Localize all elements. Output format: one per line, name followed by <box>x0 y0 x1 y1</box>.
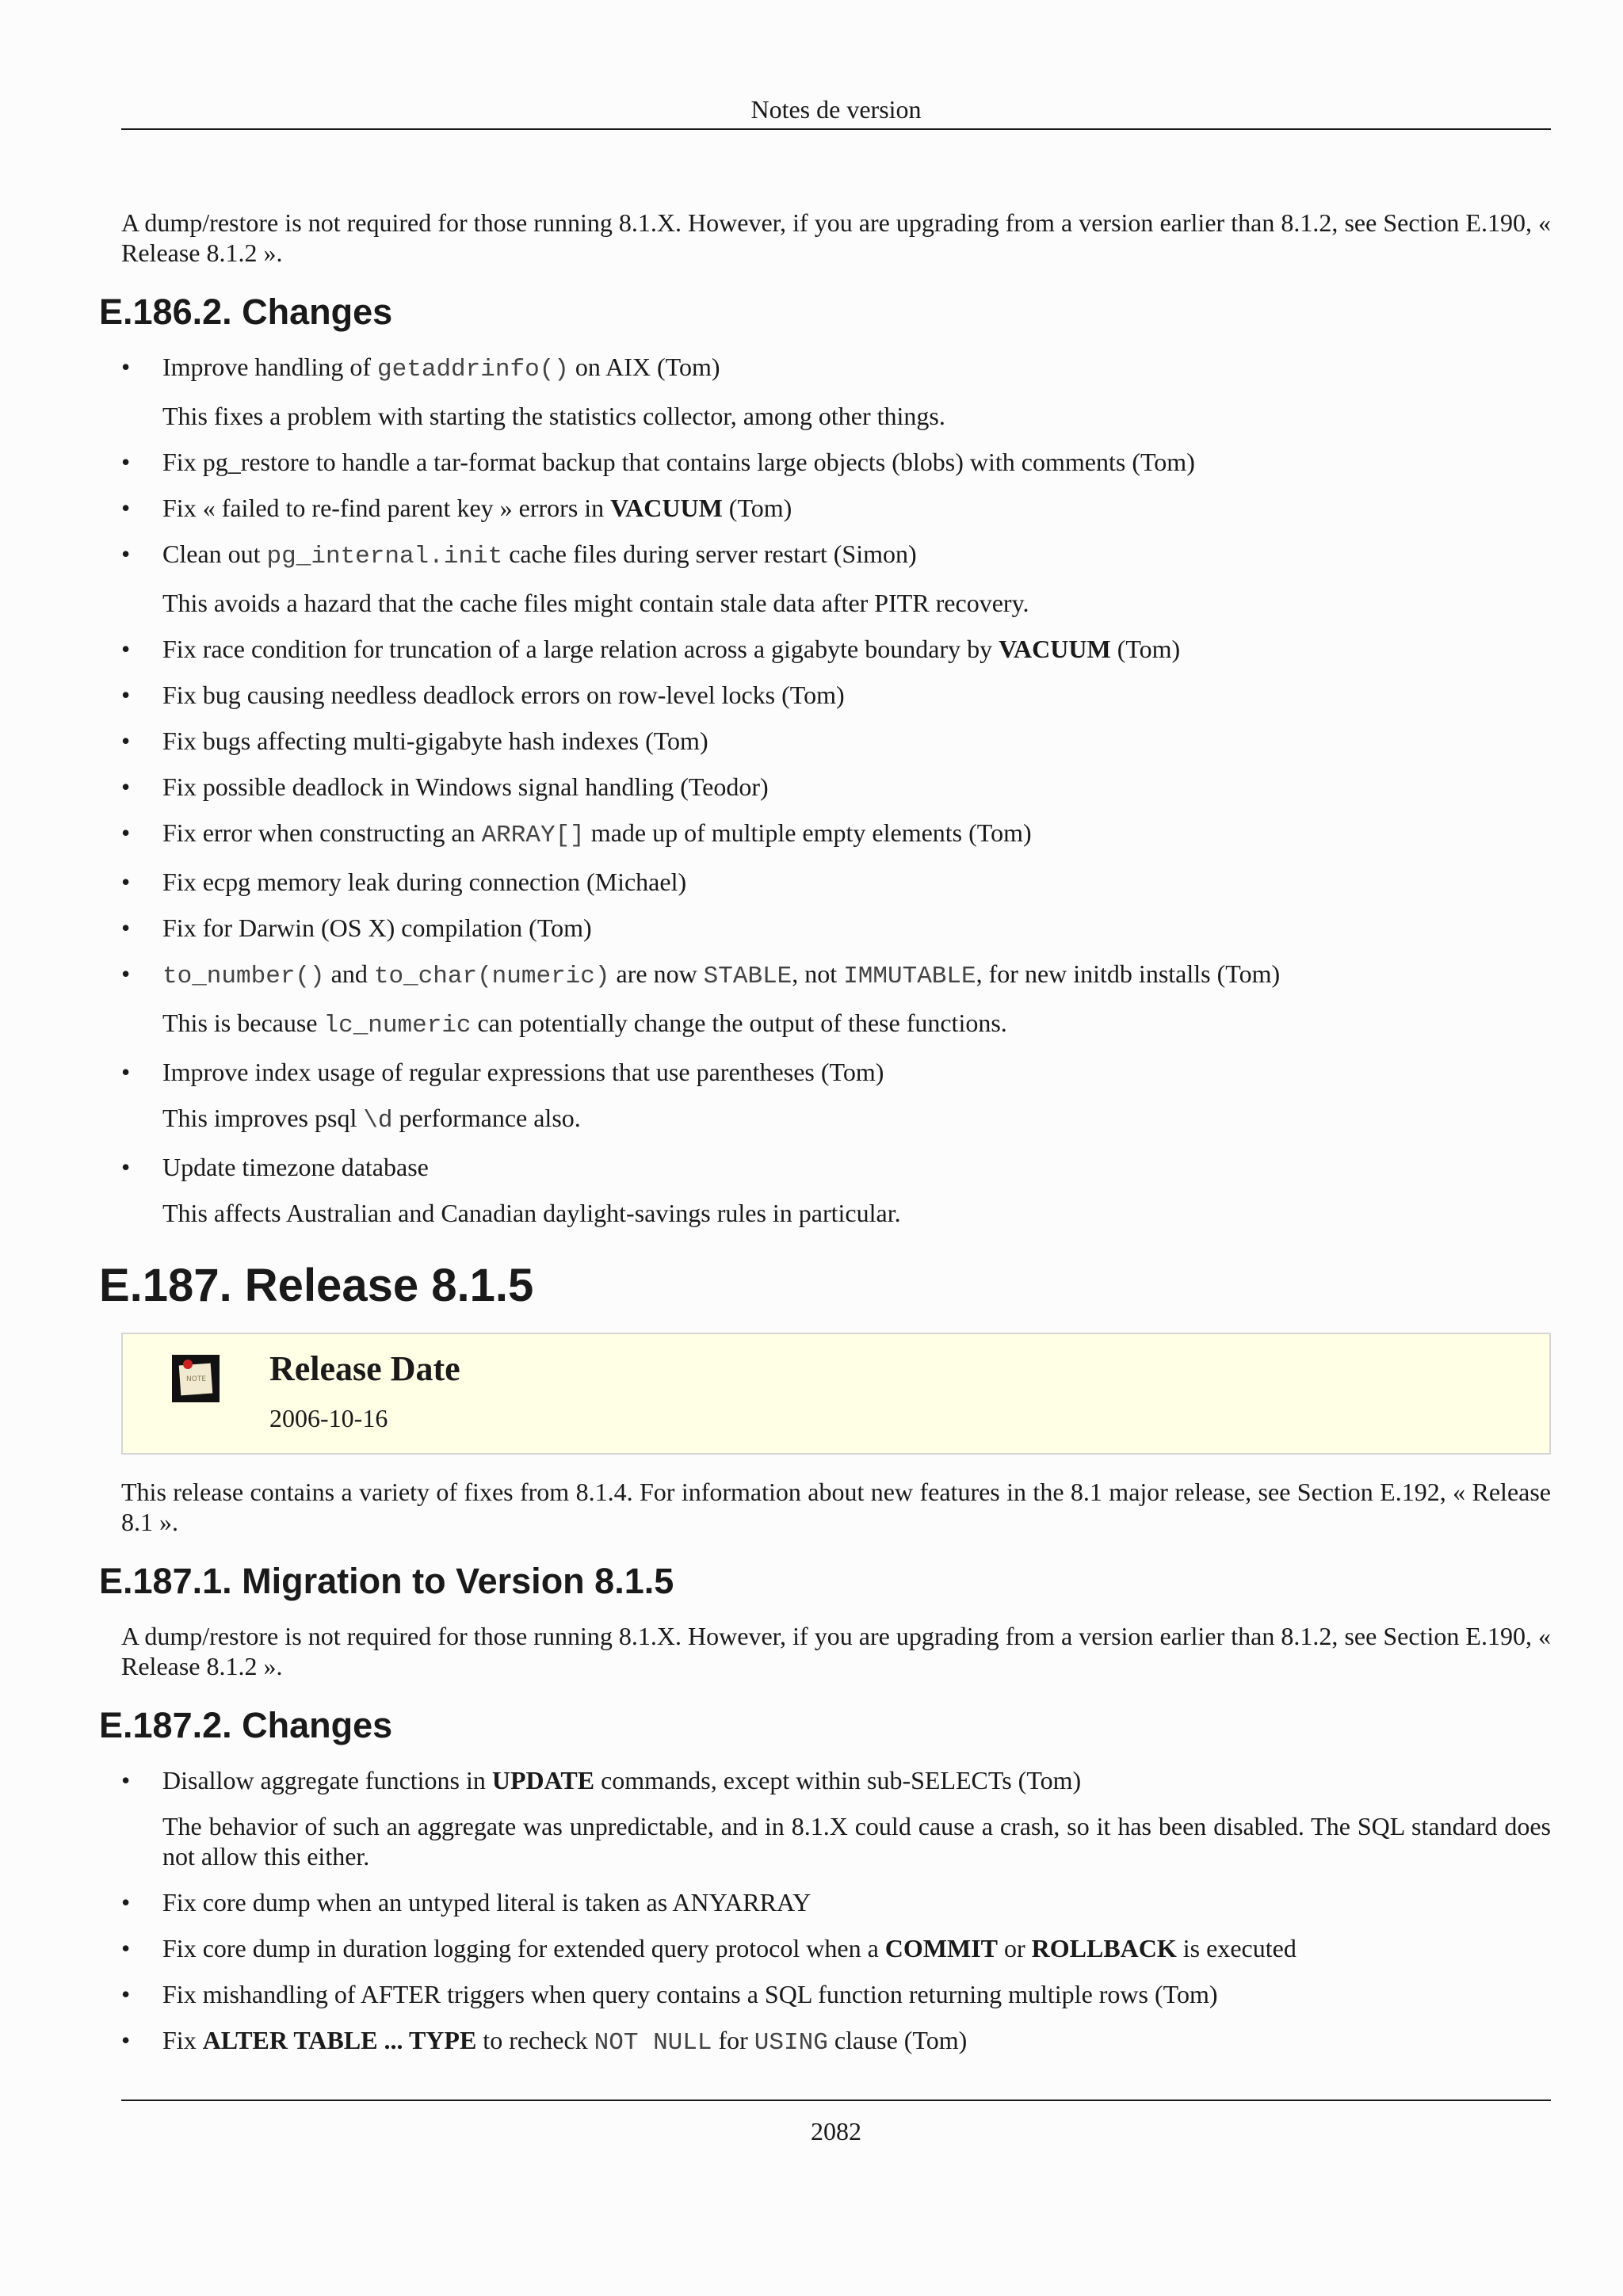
list-item: • Fix for Darwin (OS X) compilation (Tom) <box>121 913 1551 943</box>
list-item: • Fix error when constructing an ARRAY[] made up of multiple empty elements (Tom) <box>121 818 1551 851</box>
page-body <box>99 208 1551 2074</box>
code-span: to_number() <box>162 963 325 990</box>
release-intro: This release contains a variety of fixes from 8.1.4. For information about new features in the 8.1 major release, see Section E.192, « Release 8.1 ». <box>121 1478 1551 1536</box>
code-span: pg_internal.init <box>266 543 503 570</box>
item-note: This affects Australian and Canadian daylight-savings rules in particular. <box>162 1199 901 1227</box>
command-name: VACUUM <box>999 635 1111 663</box>
list-item: • Disallow aggregate functions in UPDATE commands, except within sub-SELECTs (Tom) The behavior of such an aggregate was unpredictable, and in 8.1.X could cause a crash, so it has been disabled. The SQL standard does not allow this either. <box>121 1765 1551 1871</box>
command-name: UPDATE <box>491 1766 595 1794</box>
code-span: ARRAY[] <box>481 822 585 849</box>
release-date-note <box>121 1333 1551 1455</box>
command-name: COMMIT <box>884 1934 998 1962</box>
item-note: The behavior of such an aggregate was unpredictable, and in 8.1.X could cause a crash, so it has been disabled. The SQL standard does not allow this either. <box>162 1812 1551 1871</box>
header-rule <box>121 128 1551 130</box>
list-item: • Fix pg_restore to handle a tar-format backup that contains large objects (blobs) with comments (Tom) <box>121 447 1551 477</box>
list-item: • to_number() and to_char(numeric) are now STABLE, not IMMUTABLE, for new initdb installs (Tom) This is because lc_numeric can potentially change the output of these functions. <box>121 959 1551 1041</box>
changes-list-e186-2 <box>121 352 1551 1228</box>
page-number: 2082 <box>811 2117 861 2145</box>
list-item: • Update timezone database This affects Australian and Canadian daylight-savings rules in particular. <box>121 1152 1551 1228</box>
item-note: This improves psql \d performance also. <box>162 1104 581 1135</box>
section-heading-e186-2: E.186.2. Changes <box>99 292 393 332</box>
code-span: to_char(numeric) <box>373 963 610 990</box>
changes-list-e187-2 <box>121 1765 1551 2058</box>
footer-rule <box>121 2100 1551 2101</box>
list-item: • Improve index usage of regular expressions that use parentheses (Tom) This improves psql \d performance also. <box>121 1057 1551 1136</box>
section-heading-e187-2: E.187.2. Changes <box>99 1705 393 1745</box>
list-item: • Improve handling of getaddrinfo() on AIX (Tom) This fixes a problem with starting the statistics collector, among other things. <box>121 352 1551 431</box>
list-item: • Fix bugs affecting multi-gigabyte hash indexes (Tom) <box>121 726 1551 756</box>
migration-paragraph: A dump/restore is not required for those running 8.1.X. However, if you are upgrading from a version earlier than 8.1.2, see Section E.190, « Release 8.1.2 ». <box>121 208 1551 267</box>
code-span: \d <box>363 1107 393 1135</box>
list-item: • Clean out pg_internal.init cache files during server restart (Simon) This avoids a hazard that the cache files might contain stale data after PITR recovery. <box>121 539 1551 618</box>
command-name: ALTER TABLE ... TYPE <box>202 2026 477 2054</box>
code-span: STABLE <box>703 963 792 990</box>
list-item: • Fix core dump when an untyped literal is taken as ANYARRAY <box>121 1887 1551 1917</box>
list-item: • Fix ALTER TABLE ... TYPE to recheck NOT NULL for USING clause (Tom) <box>121 2025 1551 2058</box>
item-note: This is because lc_numeric can potentially change the output of these functions. <box>162 1009 1007 1039</box>
code-span: lc_numeric <box>323 1012 472 1039</box>
code-span: NOT NULL <box>594 2029 712 2057</box>
item-note: This avoids a hazard that the cache files might contain stale data after PITR recovery. <box>162 589 1029 617</box>
section-heading-e187-1: E.187.1. Migration to Version 8.1.5 <box>99 1561 674 1601</box>
list-item: • Fix race condition for truncation of a large relation across a gigabyte boundary by VACUUM (Tom) <box>121 634 1551 664</box>
command-name: ROLLBACK <box>1031 1934 1177 1962</box>
code-span: IMMUTABLE <box>843 963 976 990</box>
section-heading-e187: E.187. Release 8.1.5 <box>99 1260 534 1311</box>
code-span: USING <box>754 2029 828 2057</box>
list-item: • Fix possible deadlock in Windows signal handling (Teodor) <box>121 772 1551 802</box>
command-name: VACUUM <box>610 494 723 522</box>
note-title: Release Date <box>269 1349 460 1388</box>
release-date: 2006-10-16 <box>269 1404 388 1432</box>
note-icon: NOTE <box>172 1355 220 1402</box>
migration-paragraph: A dump/restore is not required for those running 8.1.X. However, if you are upgrading from a version earlier than 8.1.2, see Section E.190, « Release 8.1.2 ». <box>121 1622 1551 1680</box>
list-item: • Fix « failed to re-find parent key » errors in VACUUM (Tom) <box>121 493 1551 523</box>
list-item: • Fix bug causing needless deadlock errors on row-level locks (Tom) <box>121 680 1551 710</box>
list-item: • Fix ecpg memory leak during connection (Michael) <box>121 867 1551 897</box>
list-item: • Fix mishandling of AFTER triggers when query contains a SQL function returning multiple rows (Tom) <box>121 1979 1551 2009</box>
code-span: getaddrinfo() <box>377 356 569 383</box>
item-note: This fixes a problem with starting the statistics collector, among other things. <box>162 402 945 430</box>
list-item: • Fix core dump in duration logging for extended query protocol when a COMMIT or ROLLBACK is executed <box>121 1933 1551 1963</box>
running-header: Notes de version <box>750 95 922 124</box>
document-page <box>99 0 1551 2296</box>
